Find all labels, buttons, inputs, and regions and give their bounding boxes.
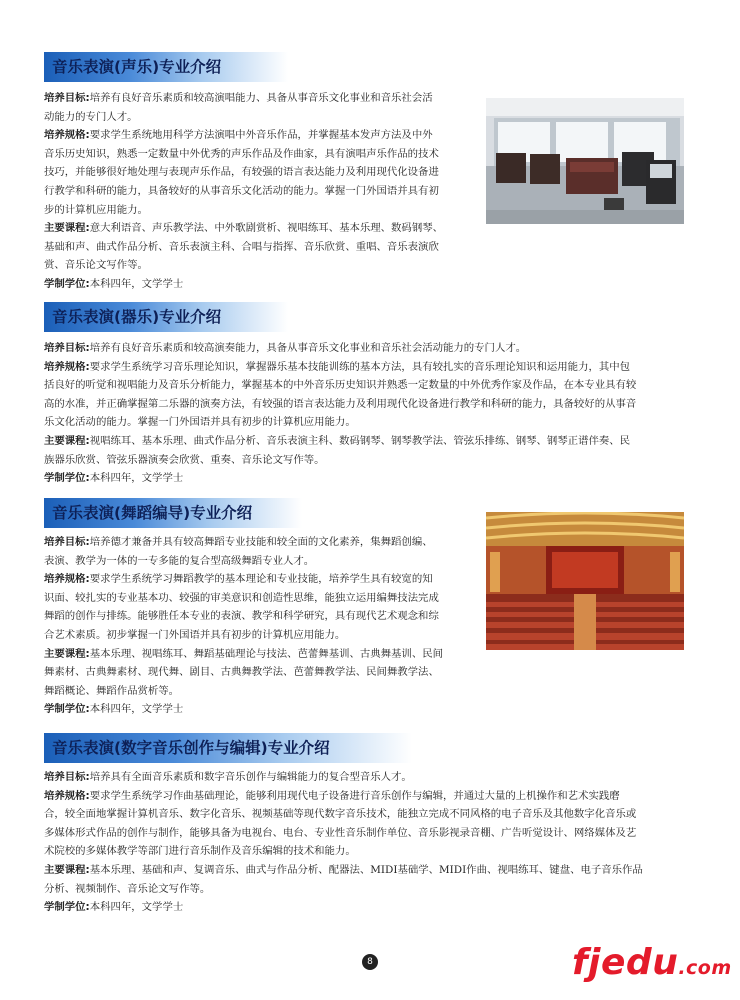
paragraph-line: 括良好的听觉和视唱能力及音乐分析能力，掌握基本的中外音乐历史知识并熟悉一定数量的中外优秀作家及作品，在本专业具有较 [44, 379, 637, 392]
page-number: 8 [362, 954, 378, 970]
section-body-vocal [44, 89, 486, 294]
paragraph-line: 族器乐欣赏、管弦乐器演奏会欣赏、重奏、音乐论文写作等。 [44, 453, 325, 466]
paragraph-line: 行教学和科研的能力，具备较好的从事音乐文化活动的能力。掌握一门外国语并具有初 [44, 184, 439, 197]
paragraph-line: 基本乐理、基础和声、复调音乐、曲式与作品分析、配器法、MIDI基础学、MIDI作曲、视唱练耳、键盘、电子音乐作品 [89, 863, 643, 876]
logo-main-text: fjedu [572, 942, 679, 983]
paragraph [44, 787, 694, 861]
paragraph-label: 学制学位: [44, 277, 90, 290]
section-body-digital-music [44, 768, 694, 917]
paragraph-line: 基本乐理、视唱练耳、舞蹈基础理论与技法、芭蕾舞基训、古典舞基训、民间 [89, 647, 443, 660]
paragraph [44, 126, 486, 219]
paragraph-line: 视唱练耳、基本乐理、曲式作品分析、音乐表演主科、数码钢琴、钢琴教学法、管弦乐排练、钢琴、钢琴正谱伴奏、民 [89, 434, 631, 447]
paragraph [44, 768, 694, 787]
paragraph-line: 舞蹈的创作与排练。能够胜任本专业的表演、教学和科学研究，具有现代艺术观念和综 [44, 610, 439, 623]
paragraph-label: 主要课程: [44, 647, 90, 660]
paragraph-label: 培养规格: [44, 789, 90, 802]
paragraph-line: 培养德才兼备并具有较高舞蹈专业技能和较全面的文化素养，集舞蹈创编、 [89, 536, 433, 548]
paragraph-line: 舞蹈概论、舞蹈作品赏析等。 [44, 684, 180, 697]
paragraph-line: 要求学生系统学习舞蹈教学的基本理论和专业技能，培养学生具有较宽的知 [89, 573, 433, 586]
paragraph-label: 主要课程: [44, 222, 90, 235]
paragraph-line: 要求学生系统学习作曲基础理论，能够利用现代电子设备进行音乐创作与编辑，并通过大量的上机操作和艺术实践磨 [89, 789, 620, 802]
paragraph [44, 469, 690, 488]
paragraph-label: 培养规格: [44, 129, 90, 142]
paragraph [44, 89, 486, 126]
paragraph [44, 533, 484, 570]
paragraph-line: 培养具有全面音乐素质和数字音乐创作与编辑能力的复合型音乐人才。 [89, 771, 412, 783]
paragraph-label: 培养规格: [44, 573, 90, 586]
paragraph [44, 358, 690, 432]
paragraph-label: 培养目标: [44, 92, 90, 104]
paragraph [44, 275, 486, 294]
paragraph-line: 识面、较扎实的专业基本功、较强的审美意识和创造性思维，能独立运用编舞技法完成 [44, 591, 439, 604]
paragraph-label: 主要课程: [44, 434, 90, 447]
paragraph-label: 培养目标: [44, 536, 90, 548]
paragraph-line: 意大利语音、声乐教学法、中外歌剧赏析、视唱练耳、基本乐理、数码钢琴、 [89, 222, 443, 235]
paragraph-line: 步的计算机应用能力。 [44, 203, 148, 216]
paragraph [44, 432, 690, 469]
paragraph-line: 技巧，并能够很好地处理与表现声乐作品，有较强的语言表达能力及利用现代化设备进 [44, 166, 439, 179]
paragraph-line: 乐文化活动的能力。掌握一门外国语并具有初步的计算机应用能力。 [44, 416, 356, 429]
paragraph [44, 339, 690, 358]
paragraph-line: 本科四年，文学学士 [89, 277, 184, 290]
paragraph-label: 培养目标: [44, 342, 90, 354]
paragraph-line: 表演、教学为一体的一专多能的复合型高级舞蹈专业人才。 [44, 554, 315, 567]
section-title-choreography: 音乐表演(舞蹈编导)专业介绍 [44, 498, 302, 528]
paragraph-line: 本科四年，文学学士 [89, 472, 184, 485]
paragraph [44, 861, 694, 898]
paragraph-line: 高的水准，并正确掌握第二乐器的演奏方法，有较强的语言表达能力及利用现代化设备进行教学和科研的能力，具备较好的从事音 [44, 397, 637, 410]
paragraph-line: 舞素材、古典舞素材、现代舞、剧目、古典舞教学法、芭蕾舞教学法、民间舞教学法、 [44, 666, 439, 679]
fjedu-logo [572, 942, 732, 983]
paragraph-line: 多媒体形式作品的创作与制作，能够具备为电视台、电台、专业性音乐制作单位、音乐影视录音棚、广告听觉设计、网络媒体及艺 [44, 826, 637, 839]
section-body-choreography [44, 533, 484, 719]
paragraph [44, 570, 484, 644]
paragraph-line: 分析、视频制作、音乐论文写作等。 [44, 882, 211, 895]
paragraph-label: 主要课程: [44, 863, 90, 876]
paragraph-line: 赏、音乐论文写作等。 [44, 259, 148, 272]
paragraph-label: 学制学位: [44, 901, 90, 914]
paragraph-label: 学制学位: [44, 703, 90, 716]
paragraph-line: 要求学生系统学习音乐理论知识，掌握器乐基本技能训练的基本方法，具有较扎实的音乐理论知识和运用能力，其中包 [89, 360, 631, 373]
paragraph-line: 术院校的多媒体教学等部门进行音乐制作及音乐编辑的技术和能力。 [44, 845, 356, 858]
paragraph-line: 动能力的专门人才。 [44, 110, 138, 123]
auditorium-photo [486, 512, 684, 650]
paragraph-line: 合艺术素质。初步掌握一门外国语并具有初步的计算机应用能力。 [44, 628, 346, 641]
paragraph-line: 培养有良好音乐素质和较高演奏能力，具备从事音乐文化事业和音乐社会活动能力的专门人才。 [89, 342, 527, 354]
paragraph-label: 培养规格: [44, 360, 90, 373]
paragraph-label: 学制学位: [44, 472, 90, 485]
classroom-photo [486, 98, 684, 224]
section-body-instrumental [44, 339, 690, 488]
paragraph [44, 645, 484, 701]
section-title-digital-music: 音乐表演(数字音乐创作与编辑)专业介绍 [44, 733, 412, 763]
paragraph-line: 培养有良好音乐素质和较高演唱能力、具备从事音乐文化事业和音乐社会活 [89, 92, 433, 104]
paragraph [44, 898, 694, 917]
paragraph-line: 本科四年，文学学士 [89, 703, 184, 716]
paragraph-line: 本科四年，文学学士 [89, 901, 184, 914]
section-title-vocal: 音乐表演(声乐)专业介绍 [44, 52, 288, 82]
section-title-instrumental: 音乐表演(器乐)专业介绍 [44, 302, 288, 332]
paragraph-line: 基础和声、曲式作品分析、音乐表演主科、合唱与指挥、音乐欣赏、重唱、音乐表演欣 [44, 240, 439, 253]
paragraph [44, 219, 486, 275]
paragraph-line: 音乐历史知识，熟悉一定数量中外优秀的声乐作品及作曲家，具有演唱声乐作品的技术 [44, 147, 439, 160]
paragraph-label: 培养目标: [44, 771, 90, 783]
paragraph-line: 要求学生系统地用科学方法演唱中外音乐作品，并掌握基本发声方法及中外 [89, 129, 433, 142]
logo-suffix-text: .com [678, 957, 732, 979]
paragraph-line: 合，较全面地掌握计算机音乐、数字化音乐、视频基础等现代数字音乐技术，能独立完成不同风格的电子音乐及其他数字化音乐或 [44, 808, 637, 821]
paragraph [44, 700, 484, 719]
